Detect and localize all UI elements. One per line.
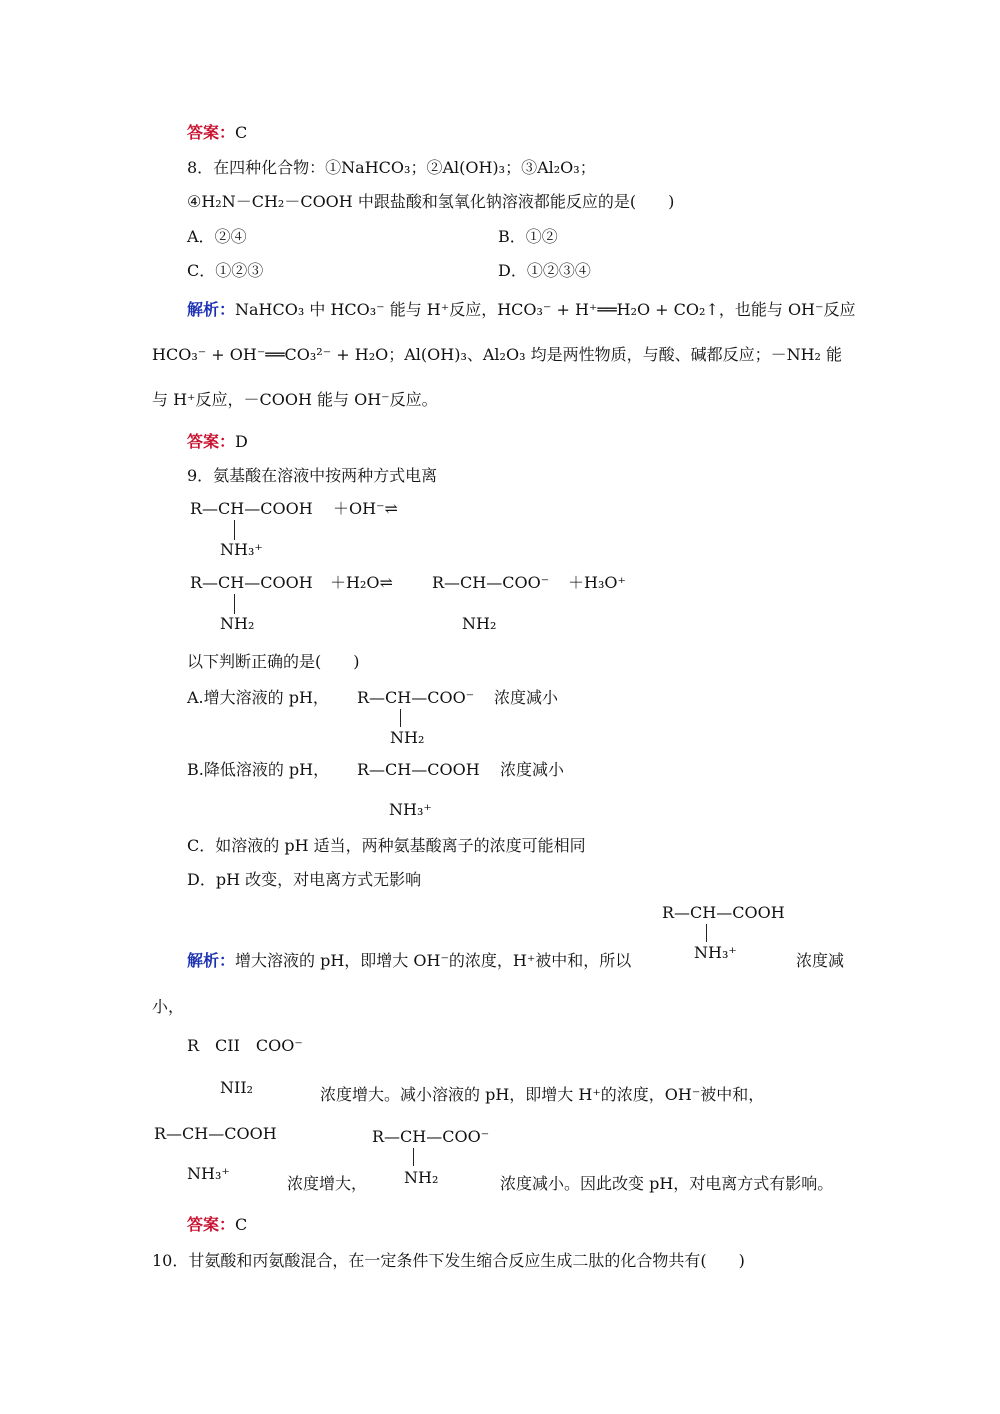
analysis-label: 解析： — [187, 300, 236, 319]
question-9-option-d: D．pH 改变，对电离方式无影响 — [187, 870, 422, 889]
analysis-formula-4-substituent: NH₂ — [404, 1168, 439, 1187]
bond-line — [413, 1148, 414, 1166]
bond-line — [234, 594, 235, 614]
bond-line — [400, 709, 401, 727]
equation-2-substituent: NH₂ — [220, 614, 255, 633]
option-b-tail: 浓度减小 — [500, 760, 565, 779]
answer-value: C — [235, 1215, 248, 1234]
equation-2-reagent: ＋H₂O⇌ — [330, 573, 393, 592]
equation-1-formula: R—CH—COOH — [190, 499, 313, 518]
question-10-stem: 10．甘氨酸和丙氨酸混合，在一定条件下发生缩合反应生成二肽的化合物共有( ) — [152, 1251, 745, 1270]
equation-1-reagent: ＋OH⁻⇌ — [333, 499, 398, 518]
analysis-formula-2-substituent: NII₂ — [220, 1078, 254, 1097]
question-8-analysis-line3: 与 H⁺反应，－COOH 能与 OH⁻反应。 — [152, 390, 438, 409]
equation-2-product: R—CH—COO⁻ — [432, 573, 550, 592]
analysis-formula-3-substituent: NH₃⁺ — [187, 1164, 230, 1183]
analysis-label: 解析： — [187, 951, 236, 970]
equation-2-product2: ＋H₃O⁺ — [568, 573, 626, 592]
question-9-analysis-line2: 小， — [152, 997, 185, 1016]
question-9-option-a: A.增大溶液的 pH， — [187, 688, 329, 707]
question-9-analysis-line3: 浓度增大。减小溶液的 pH，即增大 H⁺的浓度，OH⁻被中和， — [320, 1085, 765, 1104]
answer-line — [187, 1215, 247, 1235]
answer-value: D — [235, 432, 248, 451]
answer-label: 答案： — [187, 1215, 236, 1234]
question-8-option-c: C．①②③ — [187, 261, 264, 280]
question-8-option-d: D．①②③④ — [498, 261, 591, 280]
question-9-analysis-line1-tail: 浓度减 — [796, 951, 845, 970]
question-9-option-b: B.降低溶液的 pH， — [187, 760, 330, 779]
analysis-formula-1: R—CH—COOH — [662, 903, 785, 922]
question-9-analysis-line1: 解析：增大溶液的 pH，即增大 OH⁻的浓度，H⁺被中和，所以 — [187, 951, 632, 970]
bond-line — [706, 924, 707, 942]
equation-2-product-substituent: NH₂ — [462, 614, 497, 633]
question-8-option-a: A．②④ — [187, 227, 247, 246]
question-8-analysis-line2: HCO₃⁻ + OH⁻══CO₃²⁻ + H₂O；Al(OH)₃、Al₂O₃ 均是两性物质，与酸、碱都反应；－NH₂ 能 — [152, 345, 843, 364]
question-8-analysis-line1: 解析：NaHCO₃ 中 HCO₃⁻ 能与 H⁺反应，HCO₃⁻ + H⁺══H₂O + CO₂↑，也能与 OH⁻反应 — [187, 300, 856, 319]
question-9-prompt: 以下判断正确的是( ) — [187, 652, 360, 671]
equation-2-formula: R—CH—COOH — [190, 573, 313, 592]
bond-line — [234, 520, 235, 540]
question-9-stem: 9．氨基酸在溶液中按两种方式电离 — [187, 466, 438, 485]
option-b-substituent: NH₃⁺ — [389, 800, 432, 819]
answer-line — [187, 432, 248, 452]
equation-1-substituent: NH₃⁺ — [220, 540, 263, 559]
answer-value: C — [235, 123, 248, 142]
question-9-option-c: C．如溶液的 pH 适当，两种氨基酸离子的浓度可能相同 — [187, 836, 586, 855]
question-8-stem-line2: ④H₂N－CH₂－COOH 中跟盐酸和氢氧化钠溶液都能反应的是( ) — [187, 192, 675, 211]
question-8-stem-line1: 8．在四种化合物：①NaHCO₃；②Al(OH)₃；③Al₂O₃； — [187, 158, 596, 177]
analysis-formula-2: R CII COO⁻ — [187, 1036, 303, 1055]
analysis-formula-4: R—CH—COO⁻ — [372, 1127, 490, 1146]
option-a-tail: 浓度减小 — [494, 688, 559, 707]
answer-label: 答案： — [187, 123, 236, 142]
option-a-formula: R—CH—COO⁻ — [357, 688, 475, 707]
option-a-substituent: NH₂ — [390, 728, 425, 747]
option-b-formula: R—CH—COOH — [357, 760, 480, 779]
question-9-analysis-line4a: 浓度增大， — [287, 1174, 368, 1193]
answer-label: 答案： — [187, 432, 236, 451]
question-8-option-b: B．①② — [498, 227, 558, 246]
analysis-formula-1-substituent: NH₃⁺ — [694, 943, 737, 962]
analysis-formula-3: R—CH—COOH — [154, 1124, 277, 1143]
answer-line — [187, 123, 247, 143]
question-9-analysis-line4b: 浓度减小。因此改变 pH，对电离方式有影响。 — [500, 1174, 834, 1193]
